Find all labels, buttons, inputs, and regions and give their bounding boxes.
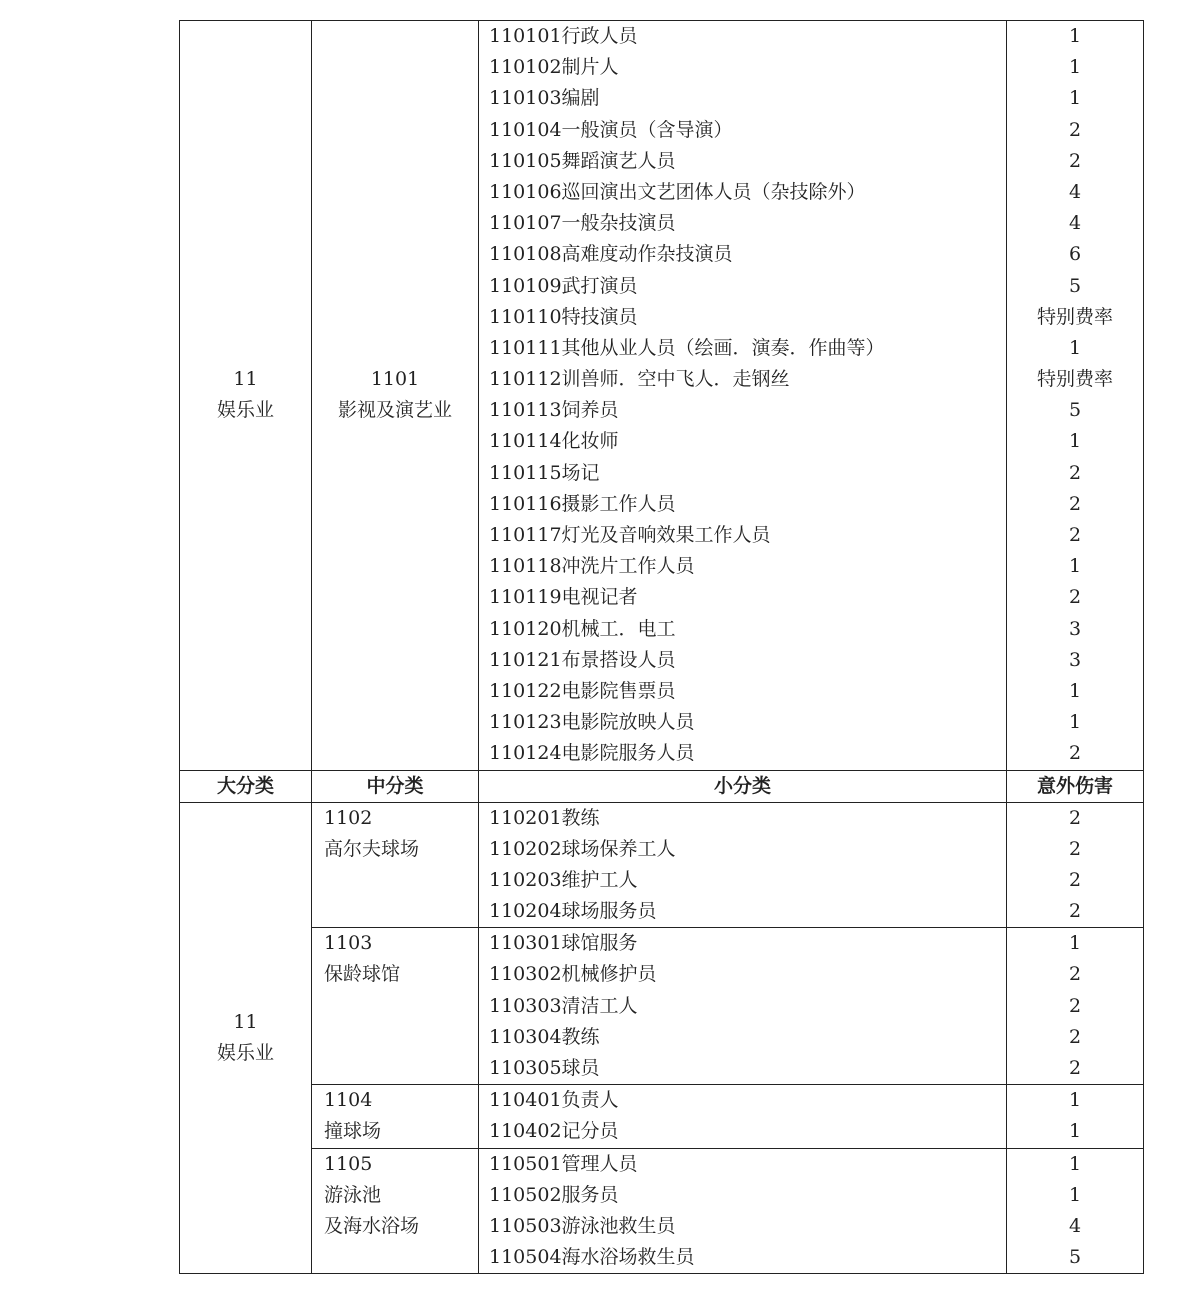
minor-item: 110108高难度动作杂技演员 xyxy=(489,243,733,266)
mid-name: 影视及演艺业 xyxy=(337,399,452,422)
minor-item: 110303清洁工人 xyxy=(489,994,638,1017)
rate-value: 1 xyxy=(1068,555,1082,578)
minor-item: 110503游泳池救生员 xyxy=(489,1214,676,1237)
group-row xyxy=(180,21,1144,771)
rate-value: 2 xyxy=(1068,1057,1082,1079)
rate-value: 1 xyxy=(1068,679,1082,702)
rate-value: 2 xyxy=(1068,461,1082,484)
minor-item: 110120机械工．电工 xyxy=(489,617,676,640)
rate-list xyxy=(1007,928,1144,1085)
minor-item: 110117灯光及音响效果工作人员 xyxy=(489,524,771,546)
rate-value: 2 xyxy=(1068,806,1082,829)
mid-name: 高尔夫球场 xyxy=(324,837,420,860)
minor-item: 110118冲洗片工作人员 xyxy=(489,555,695,578)
minor-item: 110304教练 xyxy=(489,1025,600,1048)
minor-item: 110502服务员 xyxy=(489,1183,619,1206)
minor-item: 110102制片人 xyxy=(489,56,619,79)
rate-value: 1 xyxy=(1068,430,1082,453)
mid-code: 1101 xyxy=(370,368,420,391)
rate-value: 5 xyxy=(1068,274,1082,297)
rate-list xyxy=(1007,1085,1144,1148)
rate-list xyxy=(1007,21,1144,771)
mid-code: 1102 xyxy=(324,806,373,829)
minor-list xyxy=(479,1148,1007,1274)
rate-value: 2 xyxy=(1068,149,1082,172)
major-name: 娱乐业 xyxy=(216,399,274,422)
minor-item: 110501管理人员 xyxy=(489,1152,638,1175)
mid-name: 保龄球馆 xyxy=(324,963,401,986)
minor-item: 110204球场服务员 xyxy=(489,900,657,923)
rate-value: 2 xyxy=(1068,118,1082,141)
section-1-body xyxy=(180,21,1144,771)
minor-item: 110202球场保养工人 xyxy=(489,837,676,860)
rate-value: 1 xyxy=(1068,932,1082,955)
minor-item: 110302机械修护员 xyxy=(489,963,657,986)
minor-item: 110402记分员 xyxy=(489,1120,619,1143)
rate-value: 2 xyxy=(1068,994,1082,1017)
rate-value: 6 xyxy=(1068,243,1082,266)
rate-value: 1 xyxy=(1068,1183,1082,1206)
rate-value: 2 xyxy=(1068,586,1082,609)
minor-list xyxy=(479,1085,1007,1148)
section-2-body xyxy=(180,802,1144,1274)
rate-value: 5 xyxy=(1068,1246,1082,1269)
rate-value: 2 xyxy=(1068,492,1082,515)
minor-item: 110119电视记者 xyxy=(489,586,638,609)
minor-item: 110116摄影工作人员 xyxy=(489,492,676,515)
minor-item: 110101行政人员 xyxy=(489,25,638,47)
rate-value: 1 xyxy=(1068,336,1082,359)
minor-item: 110107一般杂技演员 xyxy=(489,212,676,235)
minor-list xyxy=(479,802,1007,928)
rate-value: 4 xyxy=(1068,180,1082,203)
mid-code: 1105 xyxy=(324,1152,373,1175)
rate-value: 2 xyxy=(1068,900,1082,923)
header-mid: 中分类 xyxy=(312,770,479,802)
rate-value: 3 xyxy=(1068,648,1082,671)
mid-code: 1103 xyxy=(324,932,373,955)
rate-value: 5 xyxy=(1068,399,1082,422)
major-code: 11 xyxy=(233,368,258,391)
occupation-rate-table xyxy=(179,20,1144,1274)
rate-list xyxy=(1007,802,1144,928)
minor-item: 110305球员 xyxy=(489,1057,600,1079)
rate-value: 4 xyxy=(1068,212,1082,235)
rate-list xyxy=(1007,1148,1144,1274)
minor-item: 110124电影院服务人员 xyxy=(489,742,695,765)
rate-value: 3 xyxy=(1068,617,1082,640)
mid-category xyxy=(312,21,479,771)
rate-value: 2 xyxy=(1068,837,1082,860)
rate-value: 1 xyxy=(1068,1089,1082,1112)
minor-item: 110504海水浴场救生员 xyxy=(489,1246,695,1269)
minor-item: 110114化妆师 xyxy=(489,430,619,453)
rate-value: 1 xyxy=(1068,1152,1082,1175)
group-row xyxy=(180,802,1144,928)
group-row xyxy=(180,928,1144,1085)
rate-value: 1 xyxy=(1068,56,1082,79)
rate-value: 2 xyxy=(1068,742,1082,765)
rate-value: 1 xyxy=(1068,711,1082,734)
minor-list xyxy=(479,21,1007,771)
minor-item: 110401负责人 xyxy=(489,1089,619,1112)
minor-item: 110301球馆服务 xyxy=(489,932,638,955)
rate-value: 2 xyxy=(1068,868,1082,891)
minor-item: 110105舞蹈演艺人员 xyxy=(489,149,676,172)
mid-name: 撞球场 xyxy=(324,1120,382,1143)
minor-item: 110122电影院售票员 xyxy=(489,679,676,702)
minor-item: 110203维护工人 xyxy=(489,868,638,891)
minor-item: 110103编剧 xyxy=(489,87,600,110)
mid-code: 1104 xyxy=(324,1089,373,1112)
rate-value: 1 xyxy=(1068,25,1082,47)
mid-category xyxy=(312,802,479,928)
mid-category xyxy=(312,1085,479,1148)
major-category xyxy=(180,802,312,1274)
mid-name-line2: 及海水浴场 xyxy=(324,1215,420,1237)
minor-item: 110106巡回演出文艺团体人员（杂技除外） xyxy=(489,180,866,203)
group-row xyxy=(180,1085,1144,1148)
minor-item: 110112训兽师．空中飞人．走钢丝 xyxy=(489,368,790,391)
group-row xyxy=(180,1148,1144,1274)
rate-value: 4 xyxy=(1068,1214,1082,1237)
header-minor: 小分类 xyxy=(479,770,1007,802)
major-code: 11 xyxy=(233,1010,258,1033)
minor-item: 110123电影院放映人员 xyxy=(489,711,695,734)
header-major: 大分类 xyxy=(180,770,312,802)
rate-value: 2 xyxy=(1068,1025,1082,1048)
rate-value: 特别费率 xyxy=(1036,305,1113,328)
rate-value: 1 xyxy=(1068,87,1082,110)
header-row-group xyxy=(180,770,1144,802)
minor-item: 110104一般演员（含导演） xyxy=(489,118,733,141)
minor-list xyxy=(479,928,1007,1085)
rate-value: 1 xyxy=(1068,1120,1082,1143)
minor-item: 110109武打演员 xyxy=(489,274,638,297)
minor-item: 110121布景搭设人员 xyxy=(489,648,676,671)
minor-item: 110115场记 xyxy=(489,461,600,484)
mid-category xyxy=(312,928,479,1085)
rate-value: 2 xyxy=(1068,963,1082,986)
minor-item: 110110特技演员 xyxy=(489,305,638,328)
major-name: 娱乐业 xyxy=(216,1041,274,1064)
minor-item: 110113饲养员 xyxy=(489,399,619,422)
major-category xyxy=(180,21,312,771)
mid-name: 游泳池 xyxy=(324,1183,382,1206)
mid-category xyxy=(312,1148,479,1274)
header-row xyxy=(180,770,1144,802)
rate-value: 特别费率 xyxy=(1036,368,1113,391)
minor-item: 110111其他从业人员（绘画．演奏．作曲等） xyxy=(489,336,885,359)
header-rate: 意外伤害 xyxy=(1007,770,1144,802)
rate-value: 2 xyxy=(1068,524,1082,546)
minor-item: 110201教练 xyxy=(489,806,600,829)
